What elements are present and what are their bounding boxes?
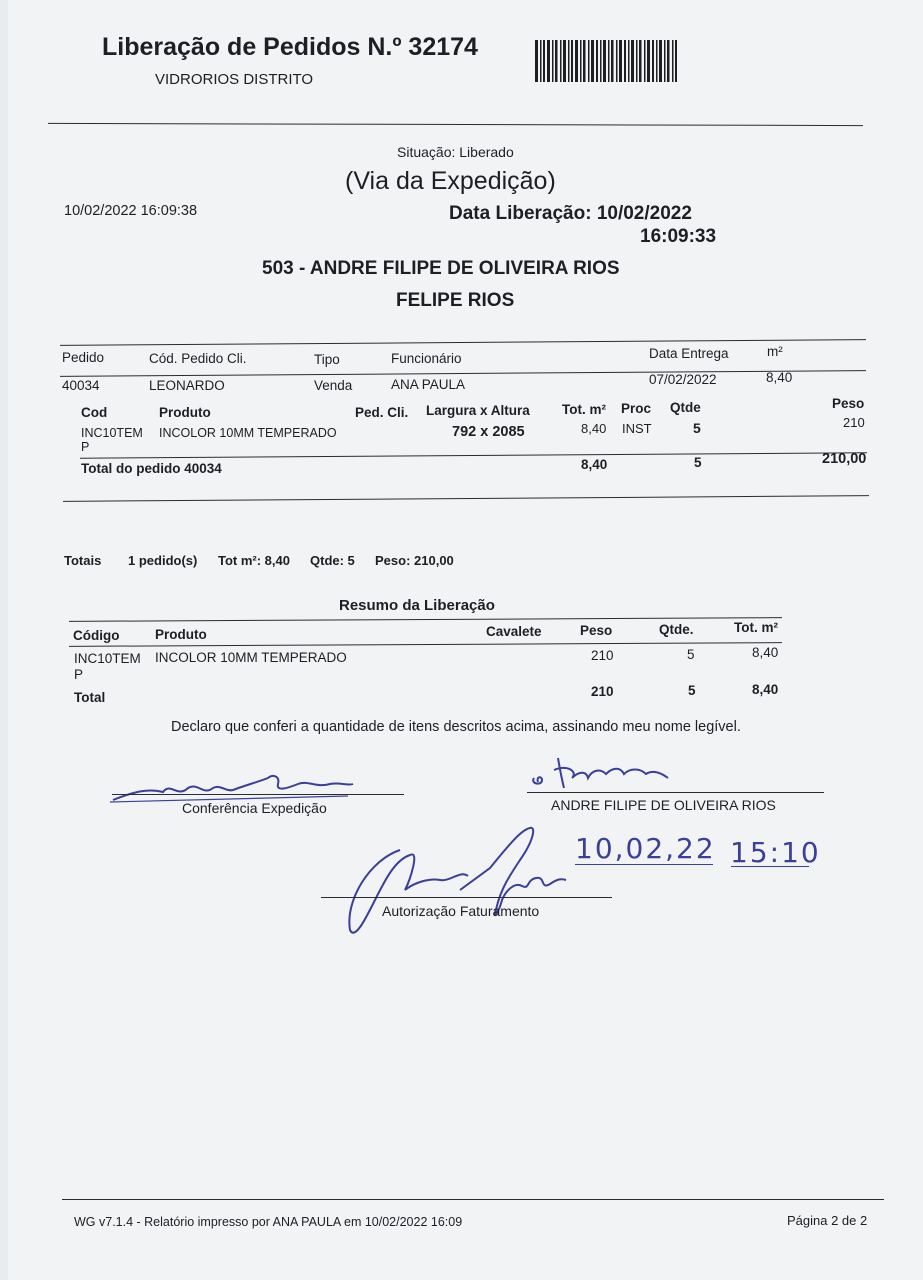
summary-peso: 210 bbox=[591, 648, 614, 663]
order-total-m2: 8,40 bbox=[581, 457, 608, 472]
item-proc: INST bbox=[622, 421, 652, 436]
client-signature-line bbox=[527, 792, 824, 793]
autorizacao-line bbox=[321, 897, 612, 898]
item-col-produto: Produto bbox=[159, 405, 211, 420]
footer-page-number: Página 2 de 2 bbox=[787, 1213, 868, 1228]
order-number: 40034 bbox=[62, 378, 100, 393]
summary-col-qtde: Qtde. bbox=[659, 622, 694, 637]
summary-col-peso: Peso bbox=[580, 623, 613, 638]
autorizacao-signature bbox=[340, 820, 570, 940]
item-dimensions: 792 x 2085 bbox=[452, 424, 525, 440]
item-col-ped-cli: Ped. Cli. bbox=[355, 405, 409, 420]
client-signature-label: ANDRE FILIPE DE OLIVEIRA RIOS bbox=[551, 797, 776, 813]
footer-print-info: WG v7.1.4 - Relatório impresso por ANA PAULA em 10/02/2022 16:09 bbox=[74, 1215, 463, 1229]
order-total-label: Total do pedido 40034 bbox=[81, 461, 222, 476]
item-col-cod: Cod bbox=[81, 405, 108, 420]
document-title: Liberação de Pedidos N.º 32174 bbox=[102, 33, 478, 61]
summary-total-peso: 210 bbox=[591, 684, 614, 699]
summary-col-tot-m2: Tot. m² bbox=[734, 620, 778, 635]
order-employee: ANA PAULA bbox=[391, 377, 466, 392]
order-delivery-date: 07/02/2022 bbox=[649, 372, 717, 387]
item-tot-m2: 8,40 bbox=[581, 421, 607, 436]
summary-product: INCOLOR 10MM TEMPERADO bbox=[155, 650, 347, 665]
status-text: Situação: Liberado bbox=[397, 144, 514, 160]
order-total-peso: 210,00 bbox=[822, 451, 867, 467]
client-nickname: FELIPE RIOS bbox=[396, 290, 515, 311]
summary-code-line1: INC10TEM bbox=[74, 651, 141, 666]
item-col-peso: Peso bbox=[832, 396, 865, 411]
totals-peso: Peso: 210,00 bbox=[375, 553, 454, 568]
footer-line bbox=[62, 1199, 884, 1200]
summary-title: Resumo da Liberação bbox=[339, 597, 495, 614]
handwritten-date-underline bbox=[575, 864, 713, 865]
autorizacao-label: Autorização Faturamento bbox=[382, 903, 540, 919]
order-type: Venda bbox=[314, 378, 353, 393]
summary-code-line2: P bbox=[74, 667, 84, 682]
item-col-tot-m2: Tot. m² bbox=[562, 402, 606, 417]
col-tipo: Tipo bbox=[314, 352, 340, 367]
item-col-qtde: Qtde bbox=[670, 400, 701, 415]
summary-qtde: 5 bbox=[687, 647, 695, 662]
order-client-code: LEONARDO bbox=[149, 378, 225, 393]
summary-tot-m2: 8,40 bbox=[752, 645, 779, 660]
summary-total-qtde: 5 bbox=[688, 683, 696, 698]
conferencia-label: Conferência Expedição bbox=[182, 800, 327, 816]
handwritten-date: 10,02,22 bbox=[575, 832, 716, 865]
item-qtde: 5 bbox=[693, 420, 701, 436]
summary-col-codigo: Código bbox=[73, 628, 120, 643]
item-peso: 210 bbox=[843, 415, 865, 430]
totals-label: Totais bbox=[64, 553, 102, 568]
client-signature bbox=[528, 750, 688, 795]
col-pedido: Pedido bbox=[62, 350, 105, 365]
item-code-line1: INC10TEM bbox=[81, 426, 143, 440]
handwritten-time-underline bbox=[731, 866, 809, 867]
order-total-qtde: 5 bbox=[694, 455, 702, 470]
item-product: INCOLOR 10MM TEMPERADO bbox=[159, 426, 337, 440]
summary-total-m2: 8,40 bbox=[752, 682, 779, 697]
summary-col-cavalete: Cavalete bbox=[486, 624, 542, 639]
col-m2: m² bbox=[767, 344, 783, 359]
release-date: Data Liberação: 10/02/2022 bbox=[449, 203, 692, 224]
item-code-line2: P bbox=[81, 440, 90, 454]
summary-total-label: Total bbox=[74, 690, 106, 705]
release-time: 16:09:33 bbox=[640, 226, 717, 247]
company-name: VIDRORIOS DISTRITO bbox=[155, 71, 314, 88]
summary-col-produto: Produto bbox=[155, 627, 207, 642]
item-col-proc: Proc bbox=[621, 401, 652, 416]
item-col-largura-altura: Largura x Altura bbox=[426, 403, 530, 418]
col-cod-pedido-cli: Cód. Pedido Cli. bbox=[149, 351, 247, 366]
col-data-entrega: Data Entrega bbox=[649, 346, 729, 361]
via-label: (Via da Expedição) bbox=[345, 167, 556, 195]
printed-timestamp: 10/02/2022 16:09:38 bbox=[64, 203, 198, 219]
declaration-text: Declaro que conferi a quantidade de itens descritos acima, assinando meu nome legível. bbox=[171, 719, 741, 735]
totals-qtde: Qtde: 5 bbox=[310, 553, 355, 568]
handwritten-time: 15:10 bbox=[730, 836, 821, 869]
barcode bbox=[535, 40, 677, 82]
client-name: 503 - ANDRE FILIPE DE OLIVEIRA RIOS bbox=[262, 258, 620, 279]
col-funcionario: Funcionário bbox=[391, 351, 462, 366]
conferencia-line bbox=[112, 794, 404, 795]
order-m2: 8,40 bbox=[766, 370, 793, 385]
totals-m2: Tot m²: 8,40 bbox=[218, 553, 290, 568]
totals-orders: 1 pedido(s) bbox=[128, 553, 198, 568]
